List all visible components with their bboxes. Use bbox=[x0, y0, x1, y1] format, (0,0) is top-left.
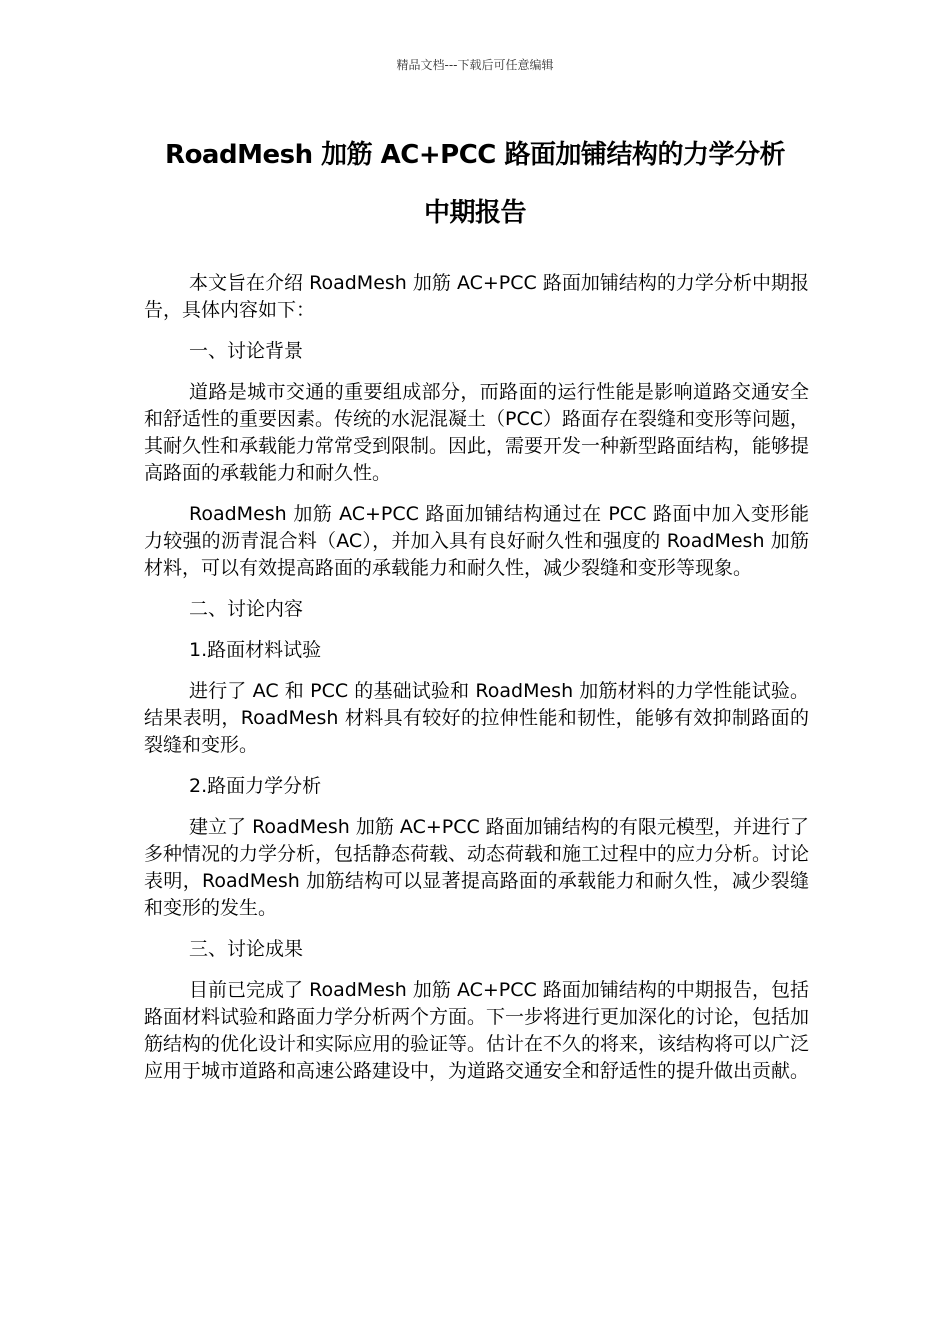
subsection-2-paragraph: 建立了 RoadMesh 加筋 AC+PCC 路面加铺结构的有限元模型，并进行了多种情况的力学分析，包括静态荷载、动态荷载和施工过程中的应力分析。讨论表明，RoadMesh 加筋结构可以显著提高路面的承载能力和耐久性，减少裂缝和变形的发生。 bbox=[144, 816, 810, 919]
section-3-paragraph: 目前已完成了 RoadMesh 加筋 AC+PCC 路面加铺结构的中期报告，包括路面材料试验和路面力学分析两个方面。下一步将进行更加深化的讨论，包括加筋结构的优化设计和实际应用的验证等。估计在不久的将来，该结构将可以广泛应用于城市道路和高速公路建设中，为道路交通安全和舒适性的提升做出贡献。 bbox=[144, 979, 810, 1082]
subsection-1-heading: 1.路面材料试验 bbox=[189, 639, 322, 661]
section-1-paragraph-1: 道路是城市交通的重要组成部分，而路面的运行性能是影响道路交通安全和舒适性的重要因素。传统的水泥混凝土（PCC）路面存在裂缝和变形等问题，其耐久性和承载能力常常受到限制。因此，需要开发一种新型路面结构，能够提高路面的承载能力和耐久性。 bbox=[144, 381, 810, 484]
document-title-line-1: RoadMesh 加筋 AC+PCC 路面加铺结构的力学分析 bbox=[165, 140, 785, 170]
page-header: 精品文档---下载后可任意编辑 bbox=[396, 58, 554, 72]
subsection-1-paragraph: 进行了 AC 和 PCC 的基础试验和 RoadMesh 加筋材料的力学性能试验。结果表明，RoadMesh 材料具有较好的拉伸性能和韧性，能够有效抑制路面的裂缝和变形。 bbox=[144, 680, 809, 756]
intro-paragraph: 本文旨在介绍 RoadMesh 加筋 AC+PCC 路面加铺结构的力学分析中期报告，具体内容如下： bbox=[144, 272, 809, 321]
subsection-2-heading: 2.路面力学分析 bbox=[189, 775, 322, 797]
section-1-heading: 一、讨论背景 bbox=[189, 340, 304, 362]
section-2-heading: 二、讨论内容 bbox=[189, 598, 304, 620]
section-1-paragraph-2: RoadMesh 加筋 AC+PCC 路面加铺结构通过在 PCC 路面中加入变形能力较强的沥青混合料（AC），并加入具有良好耐久性和强度的 RoadMesh 加筋材料，可以有效提高路面的承载能力和耐久性，减少裂缝和变形等现象。 bbox=[144, 503, 809, 579]
document-title-line-2: 中期报告 bbox=[423, 198, 526, 228]
section-3-heading: 三、讨论成果 bbox=[189, 938, 304, 960]
document-body bbox=[144, 270, 809, 1099]
